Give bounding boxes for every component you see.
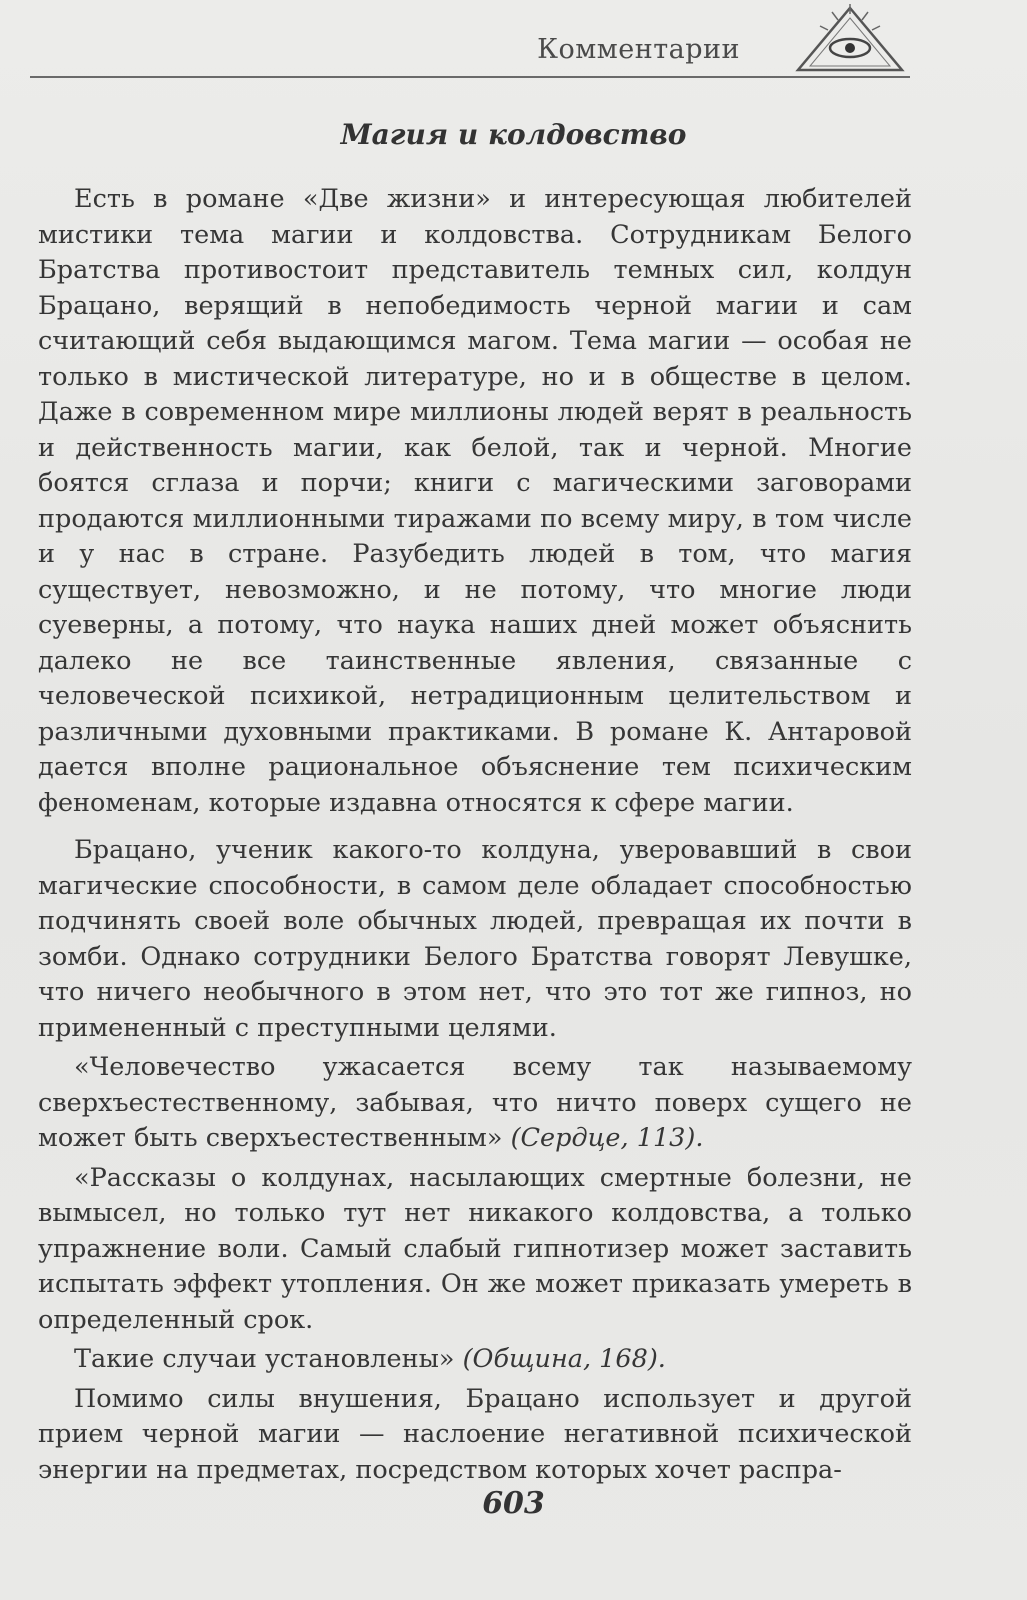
eye-triangle-icon — [790, 4, 910, 74]
quote-citation: (Сердце, 113). — [510, 1123, 704, 1153]
paragraph: Брацано, ученик какого-то колдуна, уверовавший в свои магические способности, в самом деле обладает способностью подчинять своей воле обычных людей, превращая их почти в зомби. Однако сотрудники Белого Братства говорят Левушке, что ничего необычного в этом нет, что это тот же гипноз, но примененный с преступными целями. — [38, 835, 912, 1043]
running-head: Комментарии — [537, 34, 740, 65]
quote-text: «Рассказы о колдунах, насылающих смертные болезни, не вымысел, но только тут нет никакого колдовства, а только упражнение воли. Самый слабый гипнотизер может заставить испытать эффект утопления. Он же может приказать умереть в определенный срок. — [38, 1162, 912, 1335]
page-header — [30, 0, 910, 80]
page-number: 603 — [482, 1486, 545, 1521]
body-text — [38, 182, 912, 1488]
paragraph: Помимо силы внушения, Брацано использует и другой прием черной магии — наслоение негативной психической энергии на предметах, посредством которых хочет распра- — [38, 1383, 912, 1485]
quote-paragraph — [38, 1161, 912, 1339]
section-title: Магия и колдовство — [340, 118, 687, 151]
header-rule — [30, 76, 910, 78]
quote-text: «Человечество ужасается всему так называемому сверхъестественному, забывая, что ничто поверх сущего не может быть сверхъестественным» — [38, 1052, 912, 1153]
quote-paragraph — [38, 1342, 912, 1378]
quote-text: Такие случаи установлены» — [74, 1344, 455, 1374]
quote-paragraph — [38, 1050, 912, 1157]
paragraph: Есть в романе «Две жизни» и интересующая любителей мистики тема магии и колдовства. Сотрудникам Белого Братства противостоит представитель темных сил, колдун Брацано, верящий в непобедимость черной магии и сам считающий себя выдающимся магом. Тема магии — особая не только в мистической литературе, но и в обществе в целом. Даже в современном мире миллионы людей верят в реальность и действенность магии, как белой, так и черной. Многие боятся сглаза и порчи; книги с магическими заговорами продаются миллионными тиражами по всему миру, в том числе и у нас в стране. Разубедить людей в том, что магия существует, невозможно, и не потому, что многие люди суеверны, а потому, что наука наших дней может объяснить далеко не все таинственные явления, связанные с человеческой психикой, нетрадиционным целительством и различными духовными практиками. В романе К. Антаровой дается вполне рациональное объяснение тем психическим феноменам, которые издавна относятся к сфере магии. — [38, 184, 912, 818]
quote-citation: (Община, 168). — [462, 1344, 666, 1374]
